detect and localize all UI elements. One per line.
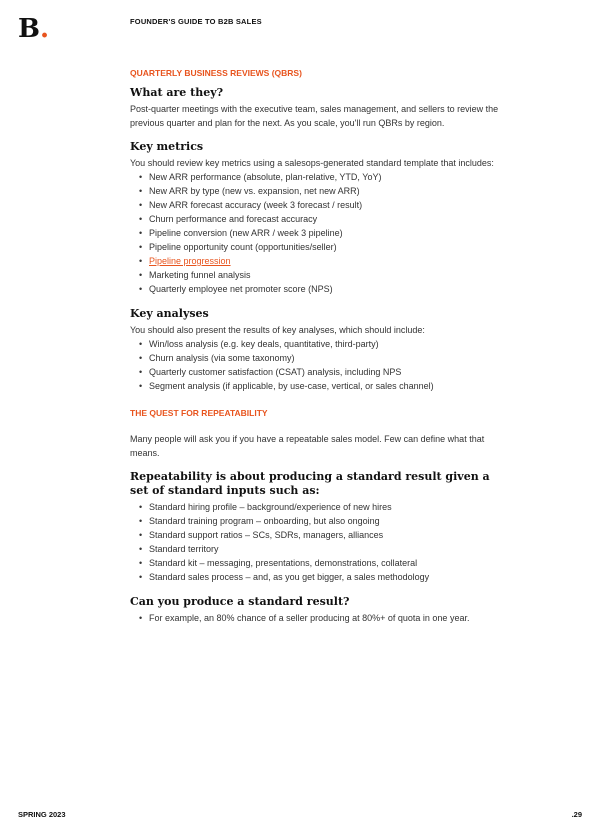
analyses-list bbox=[130, 337, 510, 393]
list-item: • Quarterly employee net promoter score (NPS) bbox=[139, 282, 510, 296]
metrics-heading: Key metrics bbox=[130, 140, 204, 153]
list-item: • New ARR by type (new vs. expansion, net new ARR) bbox=[139, 184, 510, 198]
list-item: • New ARR forecast accuracy (week 3 forecast / result) bbox=[139, 198, 510, 212]
list-item: • Quarterly customer satisfaction (CSAT) analysis, including NPS bbox=[139, 365, 510, 379]
metrics-list bbox=[130, 170, 510, 296]
list-item: • Churn analysis (via some taxonomy) bbox=[139, 351, 510, 365]
page-content bbox=[130, 68, 510, 630]
section-label-repeatability: THE QUEST FOR REPEATABILITY bbox=[130, 408, 268, 418]
repeatability-heading: Repeatability is about producing a standard result given a set of standard inputs such as: bbox=[130, 470, 490, 497]
section-label-qbrs: QUARTERLY BUSINESS REVIEWS (QBRS) bbox=[130, 68, 302, 78]
list-item: • For example, an 80% chance of a seller producing at 80%+ of quota in one year. bbox=[139, 611, 510, 625]
list-item: • Pipeline opportunity count (opportunities/seller) bbox=[139, 240, 510, 254]
list-item bbox=[139, 254, 510, 268]
brand-logo: B. bbox=[18, 14, 50, 44]
list-item: • Standard training program – onboarding, but also ongoing bbox=[139, 514, 510, 528]
result-heading: Can you produce a standard result? bbox=[130, 595, 350, 608]
list-item: • Standard kit – messaging, presentations, demonstrations, collateral bbox=[139, 556, 510, 570]
list-item: • Standard support ratios – SCs, SDRs, managers, alliances bbox=[139, 528, 510, 542]
inputs-list bbox=[130, 500, 510, 584]
pipeline-progression-link[interactable]: Pipeline progression bbox=[149, 256, 231, 266]
list-item: • Churn performance and forecast accuracy bbox=[139, 212, 510, 226]
list-item: • Standard sales process – and, as you get bigger, a sales methodology bbox=[139, 570, 510, 584]
list-item: • Win/loss analysis (e.g. key deals, quantitative, third-party) bbox=[139, 337, 510, 351]
result-list bbox=[130, 611, 510, 625]
repeatability-intro: Many people will ask you if you have a repeatable sales model. Few can define what that means. bbox=[130, 434, 485, 458]
what-text: Post-quarter meetings with the executive team, sales management, and sellers to review the previous quarter and plan for the next. As you scale, you'll run QBRs by region. bbox=[130, 104, 499, 128]
list-item: • Standard hiring profile – background/experience of new hires bbox=[139, 500, 510, 514]
footer-issue: SPRING 2023 bbox=[18, 810, 66, 819]
list-item: • Pipeline conversion (new ARR / week 3 pipeline) bbox=[139, 226, 510, 240]
metrics-intro: You should review key metrics using a salesops-generated standard template that includes: bbox=[130, 158, 494, 168]
list-item: • Standard territory bbox=[139, 542, 510, 556]
list-item: • New ARR performance (absolute, plan-relative, YTD, YoY) bbox=[139, 170, 510, 184]
list-item: • Marketing funnel analysis bbox=[139, 268, 510, 282]
running-header: FOUNDER'S GUIDE TO B2B SALES bbox=[130, 17, 262, 26]
what-heading: What are they? bbox=[130, 86, 224, 99]
analyses-heading: Key analyses bbox=[130, 307, 209, 320]
list-item: • Segment analysis (if applicable, by use-case, vertical, or sales channel) bbox=[139, 379, 510, 393]
analyses-intro: You should also present the results of key analyses, which should include: bbox=[130, 325, 425, 335]
page-number: .29 bbox=[571, 810, 582, 819]
